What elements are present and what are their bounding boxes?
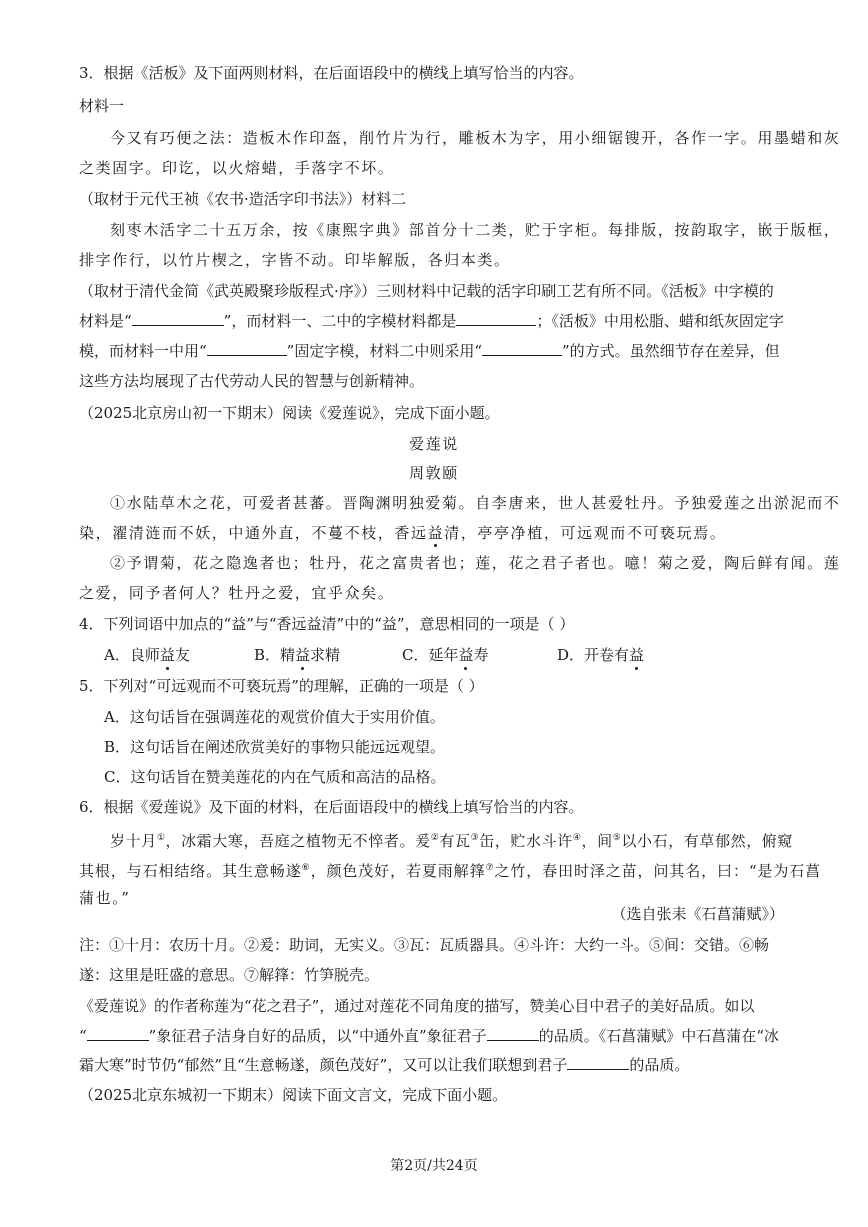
text: 缶，贮水斗许 — [479, 832, 573, 850]
q3-passage-line-1 — [79, 311, 784, 331]
dotted-char: 益 — [295, 646, 311, 664]
answer-blank[interactable] — [482, 341, 562, 356]
text: 有瓦 — [439, 832, 471, 850]
note-ref: ② — [430, 833, 440, 843]
material-2-source: （取材于清代金简《武英殿聚珍版程式·序》）三则材料中记载的活字印刷工艺有所不同。《活板》中字模的 — [79, 282, 774, 300]
text: 其根，与石相结络。其生意畅遂 — [79, 862, 302, 880]
material-1-label: 材料一 — [79, 97, 125, 115]
text: ；《活板》中用松脂、蜡和纸灰固定字 — [536, 312, 784, 330]
lotus-intro: （2025北京房山初一下期末）阅读《爱莲说》，完成下面小题。 — [79, 404, 500, 422]
text: ，冰霜大寒，吾庭之植物无不悴者。爰 — [165, 832, 431, 850]
q4-option-c[interactable] — [402, 645, 557, 665]
answer-blank[interactable] — [456, 311, 536, 326]
text: ，颜色茂好，若夏雨解箨 — [310, 862, 486, 880]
q6-notes-line-1: 注：①十月：农历十月。②爰：助词，无实义。③瓦：瓦质器具。④斗许：大约一斗。⑤间：交错。⑥畅 — [79, 936, 770, 954]
material-1-source: （取材于元代王祯《农书·造活字印书法》）材料二 — [79, 190, 407, 208]
text: B．精 — [254, 646, 296, 664]
q6-passage-line-1: 《爱莲说》的作者称莲为“花之君子”，通过对莲花不同角度的描写，赞美心目中君子的美好品质。如以 — [79, 997, 755, 1015]
answer-blank[interactable] — [87, 1026, 149, 1041]
text: 染，濯清涟而不妖，中通外直，不蔓不枝，香远 — [79, 524, 428, 542]
text: ”的方式。虽然细节存在差异，但 — [562, 342, 780, 360]
q5-option-a[interactable]: A．这句话旨在强调莲花的观赏价值大于实用价值。 — [104, 708, 445, 726]
q6-text-line-2 — [79, 858, 821, 881]
dotted-char: 益 — [629, 646, 645, 664]
q4-stem: 4．下列词语中加点的“益”与“香远益清”中的“益”，意思相同的一项是（ ） — [79, 615, 575, 633]
note-ref: ⑥ — [301, 863, 311, 873]
q3-passage-line-3: 这些方法均展现了古代劳动人民的智慧与创新精神。 — [79, 372, 425, 390]
page-footer: 第2页/共24页 — [390, 1158, 478, 1174]
text: ”象征君子洁身自好的品质，以“中通外直”象征君子 — [148, 1027, 487, 1045]
lotus-p2-line-2: 之爱，同予者何人？牡丹之爱，宜乎众矣。 — [79, 584, 395, 602]
text: ，间 — [581, 832, 613, 850]
note-ref: ⑤ — [612, 833, 622, 843]
dotted-char: 益 — [159, 646, 175, 664]
answer-blank[interactable] — [207, 341, 287, 356]
answer-blank[interactable] — [132, 311, 224, 326]
note-ref: ⑦ — [485, 863, 495, 873]
text: 霜大寒”时节仍“郁然”且“生意畅遂，颜色茂好”，又可以让我们联想到君子 — [79, 1056, 568, 1074]
note-ref: ① — [156, 833, 166, 843]
dotted-char: 益 — [458, 646, 474, 664]
text: “ — [79, 1027, 87, 1045]
q6-stem: 6．根据《爱莲说》及下面的材料，在后面语段中的横线上填写恰当的内容。 — [79, 798, 584, 816]
text: 材料是“ — [79, 312, 132, 330]
q4-option-a[interactable] — [104, 645, 254, 665]
q3-stem: 3．根据《活板》及下面两则材料，在后面语段中的横线上填写恰当的内容。 — [79, 64, 584, 82]
text: 的品质。 — [629, 1056, 690, 1074]
lotus-title: 爱莲说 — [409, 435, 459, 453]
text: 以小石，有草郁然，俯窥 — [621, 832, 793, 850]
q4-options — [104, 645, 644, 665]
text: ”，而材料一、二中的字模材料都是 — [223, 312, 457, 330]
q6-passage-line-3 — [79, 1055, 689, 1075]
material-1-line-2: 之类固字。印讫，以火熔蜡，手落字不坏。 — [79, 159, 395, 177]
note-ref: ④ — [572, 833, 582, 843]
answer-blank[interactable] — [487, 1026, 539, 1041]
q4-option-d[interactable] — [557, 645, 644, 665]
text: 友 — [174, 646, 190, 664]
text: 求精 — [310, 646, 341, 664]
q6-text-line-1 — [110, 828, 793, 851]
next-section-intro: （2025北京东城初一下期末）阅读下面文言文，完成下面小题。 — [79, 1086, 508, 1104]
text: 清，亭亭净植，可远观而不可亵玩焉。 — [444, 524, 727, 542]
q3-passage-line-2 — [79, 341, 780, 361]
material-1-line-1: 今又有巧便之法：造板木作印盔，削竹片为行，雕板木为字，用小细锯锼开，各作一字。用墨蜡和灰 — [110, 129, 841, 147]
q4-option-b[interactable] — [254, 645, 402, 665]
q6-text-line-3: 蒲也。” — [79, 889, 131, 907]
material-2-line-2: 排字作行，以竹片楔之，字皆不动。印毕解版，各归本类。 — [79, 251, 511, 269]
text: 岁十月 — [110, 832, 157, 850]
text: A．良师 — [104, 646, 160, 664]
text: D．开卷有 — [557, 646, 630, 664]
lotus-author: 周敦颐 — [409, 464, 459, 482]
q6-source: （选自张耒《石菖蒲赋》） — [611, 905, 784, 923]
material-2-line-1: 刻枣木活字二十五万余，按《康熙字典》部首分十二类，贮于字柜。每排版，按韵取字，嵌于版框， — [110, 221, 841, 239]
q6-passage-line-2 — [79, 1026, 779, 1046]
q5-option-b[interactable]: B．这句话旨在阐述欣赏美好的事物只能远远观望。 — [104, 738, 446, 756]
text: 模，而材料一中用“ — [79, 342, 207, 360]
q5-option-c[interactable]: C．这句话旨在赞美莲花的内在气质和高洁的品格。 — [104, 768, 446, 786]
q5-stem: 5．下列对“可远观而不可亵玩焉”的理解，正确的一项是（ ） — [79, 677, 484, 695]
text: 之竹，春田时泽之苗，问其名，曰：“是为石菖 — [494, 862, 822, 880]
q6-notes-line-2: 遂：这里是旺盛的意思。⑦解箨：竹笋脱壳。 — [79, 966, 380, 984]
dotted-char: 益 — [427, 524, 445, 542]
text: 的品质。《石菖蒲赋》中石菖蒲在“冰 — [538, 1027, 779, 1045]
text: 寿 — [473, 646, 489, 664]
answer-blank[interactable] — [567, 1055, 629, 1070]
note-ref: ③ — [470, 833, 480, 843]
text: ”固定字模，材料二中则采用“ — [286, 342, 483, 360]
lotus-p2-line-1: ②予谓菊，花之隐逸者也；牡丹，花之富贵者也；莲，花之君子者也。噫！菊之爱，陶后鲜有闻。莲 — [110, 554, 841, 572]
text: C．延年 — [402, 646, 459, 664]
lotus-p1-line-2 — [79, 523, 726, 543]
lotus-p1-line-1: ①水陆草木之花，可爱者甚蕃。晋陶渊明独爱菊。自李唐来，世人甚爱牡丹。予独爱莲之出淤泥而不 — [110, 494, 841, 512]
